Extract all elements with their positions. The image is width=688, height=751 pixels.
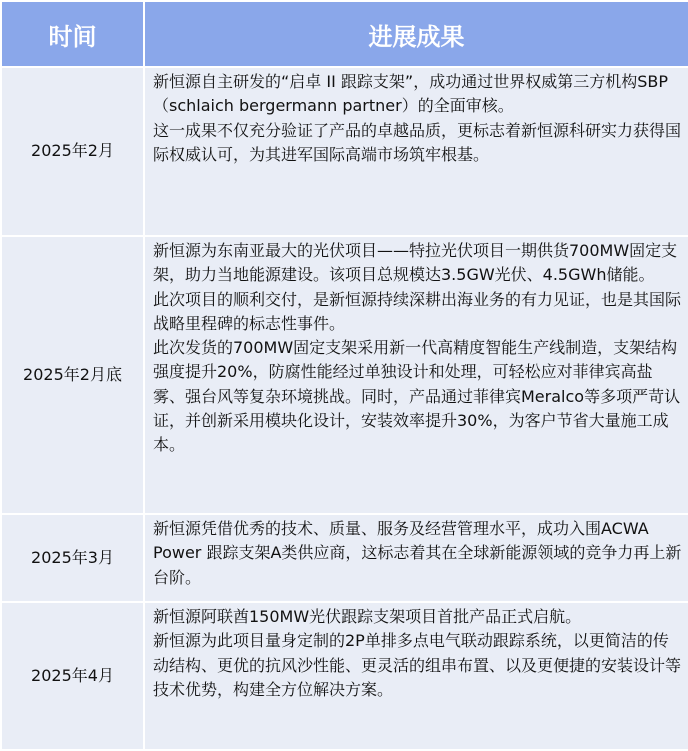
table-row (1, 67, 688, 236)
time-cell: 2025年2月底 (1, 236, 144, 514)
result-paragraph: 新恒源为东南亚最大的光伏项目——特拉光伏项目一期供货700MW固定支架，助力当地能源建设。该项目总规模达3.5GW光伏、4.5GWh储能。 (153, 241, 678, 285)
result-cell (144, 514, 688, 602)
header-row (1, 1, 688, 67)
result-paragraph: 此次发货的700MW固定支架采用新一代高精度智能生产线制造，支架结构强度提升20%，防腐性能经过单独设计和处理，可轻松应对菲律宾高盐雾、强台风等复杂环境挑战。同时，产品通过菲律宾Meralco等多项严苛认证，并创新采用模块化设计，安装效率提升30%，为客户节省大量施工成本。 (153, 338, 681, 455)
result-paragraph: 新恒源为此项目量身定制的2P单排多点电气联动跟踪系统，以更简洁的传动结构、更优的抗风沙性能、更灵活的组串布置、以及更便捷的安装设计等技术优势，构建全方位解决方案。 (153, 631, 682, 699)
time-cell: 2025年3月 (1, 514, 144, 602)
result-cell (144, 236, 688, 514)
time-cell: 2025年4月 (1, 602, 144, 750)
result-paragraph: 新恒源凭借优秀的技术、质量、服务及经营管理水平，成功入围ACWA Power 跟踪支架A类供应商，这标志着其在全球新能源领域的竞争力再上新台阶。 (153, 519, 682, 587)
result-paragraph: 新恒源自主研发的“启卓 II 跟踪支架”，成功通过世界权威第三方机构SBP（schlaich bergermann partner）的全面审核。 (153, 72, 668, 116)
result-cell (144, 602, 688, 750)
table-row (1, 236, 688, 514)
result-paragraph: 此次项目的顺利交付，是新恒源持续深耕出海业务的有力见证，也是其国际战略里程碑的标志性事件。 (153, 289, 682, 333)
result-paragraph: 这一成果不仅充分验证了产品的卓越品质，更标志着新恒源科研实力获得国际权威认可，为其进军国际高端市场筑牢根基。 (153, 120, 682, 164)
result-cell (144, 67, 688, 236)
time-cell: 2025年2月 (1, 67, 144, 236)
table-row (1, 514, 688, 602)
header-result: 进展成果 (144, 1, 688, 67)
table-row (1, 602, 688, 750)
result-paragraph: 新恒源阿联酋150MW光伏跟踪支架项目首批产品正式启航。 (153, 607, 582, 626)
header-time: 时间 (1, 1, 144, 67)
